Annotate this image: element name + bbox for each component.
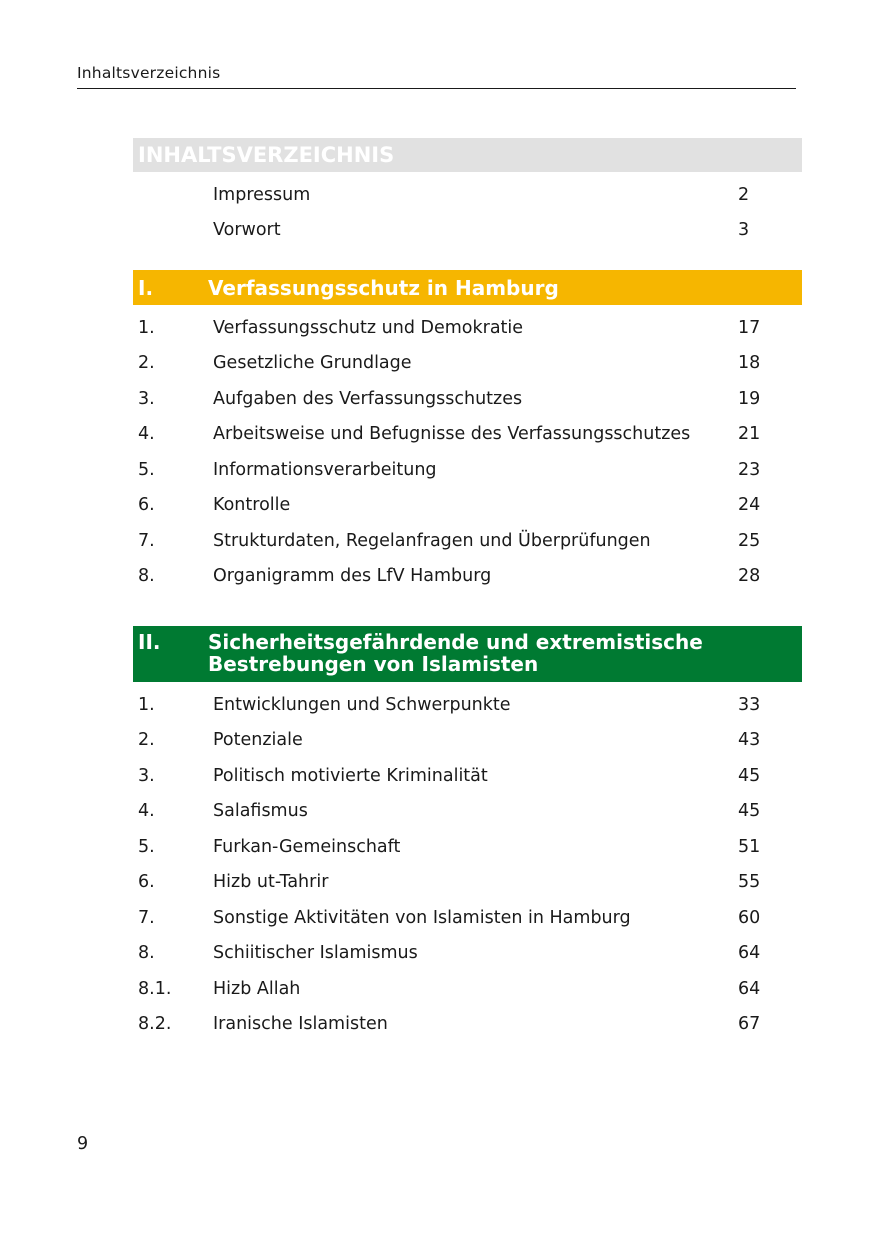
entry-title: Salafismus	[213, 801, 308, 822]
toc-entry[interactable]	[133, 310, 802, 346]
section-number: I.	[138, 275, 154, 300]
front-matter-list	[133, 172, 802, 248]
toc-entry[interactable]	[133, 1007, 802, 1043]
entry-title: Politisch motivierte Kriminalität	[213, 765, 488, 786]
section-title-line-1: Sicherheitsgefährdende und extremistische	[208, 630, 703, 654]
entry-page: 19	[738, 388, 761, 409]
entry-page: 45	[738, 801, 761, 822]
entry-title: Iranische Islamisten	[213, 1014, 388, 1035]
section-heading-ii[interactable]	[133, 626, 802, 682]
toc-entry[interactable]	[133, 346, 802, 382]
entry-page: 55	[738, 872, 761, 893]
entry-number: 1.	[138, 317, 155, 338]
entry-number: 8.	[138, 943, 155, 964]
running-head: Inhaltsverzeichnis	[77, 64, 796, 89]
toc-entry-impressum[interactable]	[133, 177, 802, 213]
entry-number: 7.	[138, 907, 155, 928]
toc-entry[interactable]	[133, 829, 802, 865]
toc-entry[interactable]	[133, 452, 802, 488]
entry-number: 4.	[138, 801, 155, 822]
entry-page: 51	[738, 836, 761, 857]
entry-page: 25	[738, 530, 761, 551]
toc-title: INHALTSVERZEICHNIS	[133, 138, 802, 172]
section-number: II.	[138, 630, 161, 654]
toc-entry[interactable]	[133, 687, 802, 723]
table-of-contents	[133, 138, 802, 1042]
toc-entry[interactable]	[133, 523, 802, 559]
entry-page: 2	[738, 184, 750, 205]
toc-entry[interactable]	[133, 723, 802, 759]
toc-entry[interactable]	[133, 758, 802, 794]
entry-title: Furkan-Gemeinschaft	[213, 836, 401, 857]
toc-entry[interactable]	[133, 559, 802, 595]
entry-title: Arbeitsweise und Befugnisse des Verfassungsschutzes	[213, 424, 691, 445]
toc-entry[interactable]	[133, 381, 802, 417]
entry-number: 5.	[138, 459, 155, 480]
entry-title: Entwicklungen und Schwerpunkte	[213, 694, 511, 715]
entry-title: Verfassungsschutz und Demokratie	[213, 317, 524, 338]
entry-number: 6.	[138, 872, 155, 893]
entry-page: 24	[738, 495, 761, 516]
entry-page: 3	[738, 220, 750, 241]
entry-page: 64	[738, 978, 761, 999]
toc-entry-vorwort[interactable]	[133, 213, 802, 249]
section-title: Verfassungsschutz in Hamburg	[208, 275, 559, 300]
entry-page: 67	[738, 1014, 761, 1035]
page-number: 9	[77, 1134, 89, 1154]
entry-title: Aufgaben des Verfassungsschutzes	[213, 388, 523, 409]
section-title-line-2: Bestrebungen von Islamisten	[208, 652, 539, 676]
entry-title: Impressum	[213, 184, 311, 205]
section-title	[208, 631, 802, 682]
entry-title: Strukturdaten, Regelanfragen und Überprüfungen	[213, 530, 651, 551]
entry-title: Informationsverarbeitung	[213, 459, 437, 480]
entry-title: Hizb ut-Tahrir	[213, 872, 329, 893]
entry-title: Schiitischer Islamismus	[213, 943, 418, 964]
entry-number: 5.	[138, 836, 155, 857]
entry-number: 6.	[138, 495, 155, 516]
entry-page: 23	[738, 459, 761, 480]
entry-number: 4.	[138, 424, 155, 445]
entry-title: Organigramm des LfV Hamburg	[213, 566, 492, 587]
entry-title: Potenziale	[213, 730, 303, 751]
entry-page: 64	[738, 943, 761, 964]
entry-page: 28	[738, 566, 761, 587]
entry-number: 7.	[138, 530, 155, 551]
toc-entry[interactable]	[133, 417, 802, 453]
entry-title: Sonstige Aktivitäten von Islamisten in Hamburg	[213, 907, 631, 928]
toc-entry[interactable]	[133, 794, 802, 830]
section-ii-list	[133, 682, 802, 1042]
entry-page: 21	[738, 424, 761, 445]
entry-page: 60	[738, 907, 761, 928]
entry-number: 1.	[138, 694, 155, 715]
entry-number: 2.	[138, 730, 155, 751]
section-heading-i[interactable]	[133, 270, 802, 305]
entry-page: 45	[738, 765, 761, 786]
entry-page: 18	[738, 353, 761, 374]
entry-page: 33	[738, 694, 761, 715]
entry-title: Kontrolle	[213, 495, 291, 516]
entry-number: 8.2.	[138, 1014, 172, 1035]
toc-entry[interactable]	[133, 865, 802, 901]
entry-number: 8.1.	[138, 978, 172, 999]
entry-number: 3.	[138, 388, 155, 409]
entry-number: 2.	[138, 353, 155, 374]
entry-page: 17	[738, 317, 761, 338]
section-i-list	[133, 305, 802, 594]
entry-title: Vorwort	[213, 220, 281, 241]
entry-title: Hizb Allah	[213, 978, 301, 999]
toc-entry[interactable]	[133, 900, 802, 936]
toc-entry[interactable]	[133, 936, 802, 972]
toc-entry[interactable]	[133, 971, 802, 1007]
entry-title: Gesetzliche Grundlage	[213, 353, 412, 374]
toc-entry[interactable]	[133, 488, 802, 524]
entry-number: 8.	[138, 566, 155, 587]
entry-page: 43	[738, 730, 761, 751]
entry-number: 3.	[138, 765, 155, 786]
